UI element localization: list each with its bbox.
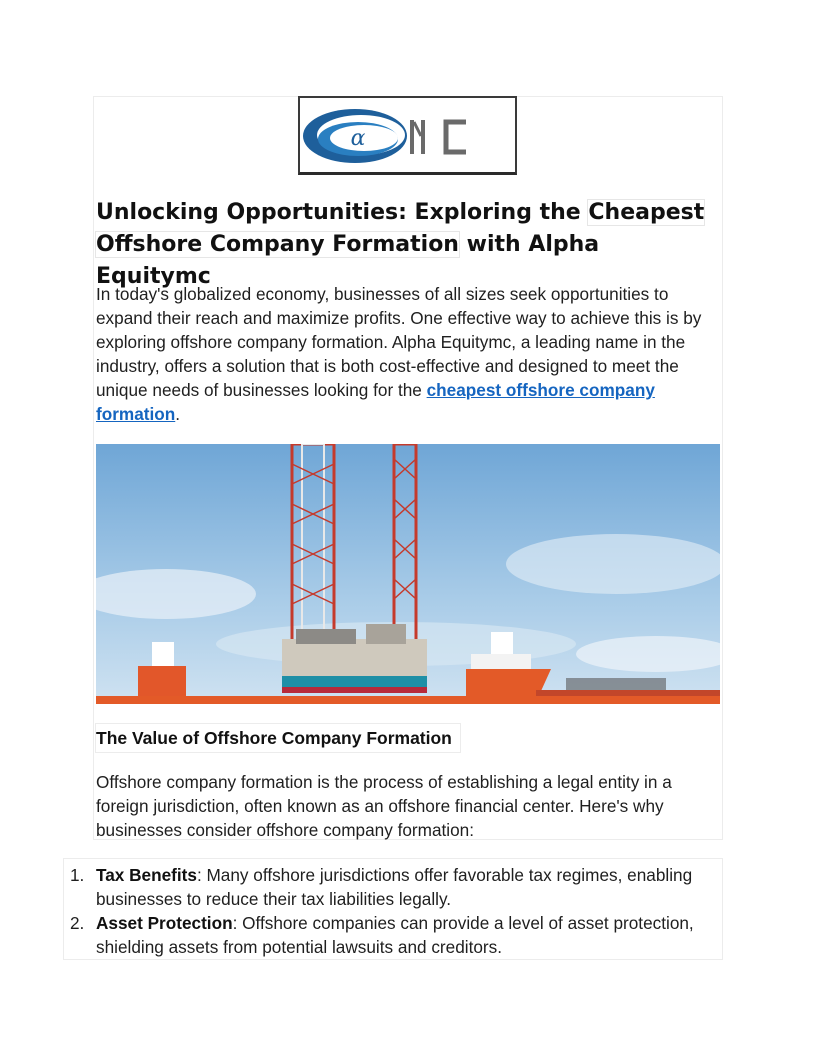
benefits-list [70, 863, 724, 959]
list-item [70, 911, 724, 959]
hero-image [96, 444, 720, 704]
section-heading: The Value of Offshore Company Formation [96, 724, 460, 752]
list-text: : Many offshore jurisdictions offer favorable tax regimes, enabling businesses to reduce their tax liabilities legally. [96, 865, 693, 909]
svg-text:α: α [350, 126, 366, 151]
list-number: 2. [70, 913, 85, 933]
alpha-mc-logo-icon [300, 98, 515, 172]
list-item [70, 863, 724, 911]
list-text: : Offshore companies can provide a level of asset protection, shielding assets from potential lawsuits and creditors. [96, 913, 694, 957]
title-text-2: Cheapest [588, 200, 705, 225]
list-term: Asset Protection [96, 913, 233, 933]
cheapest-offshore-link[interactable]: cheapest offshore company formation [96, 380, 655, 424]
section-paragraph: Offshore company formation is the process of establishing a legal entity in a foreign jurisdiction, often known as an offshore financial center. Here's why businesses consider offshore company formation: [96, 772, 672, 840]
company-logo [298, 96, 517, 175]
intro-period: . [175, 404, 181, 424]
title-text-3: Offshore Company Formation [96, 232, 459, 257]
title-text-1: Unlocking Opportunities: Exploring the [96, 200, 589, 225]
list-number: 1. [70, 865, 85, 885]
offshore-rig-image [96, 444, 720, 704]
intro-paragraph [96, 282, 718, 426]
article-title [96, 197, 716, 293]
list-term: Tax Benefits [96, 865, 197, 885]
title-text-4: with Alpha Equitymc [96, 232, 600, 289]
intro-text: In today's globalized economy, businesses of all sizes seek opportunities to expand their reach and maximize profits. One effective way to achieve this is by exploring offshore company formation. Alpha Equitymc, a leading name in the industry, offers a solution that is both cost-effective and designed to meet the unique needs of businesses looking for the [96, 284, 702, 400]
